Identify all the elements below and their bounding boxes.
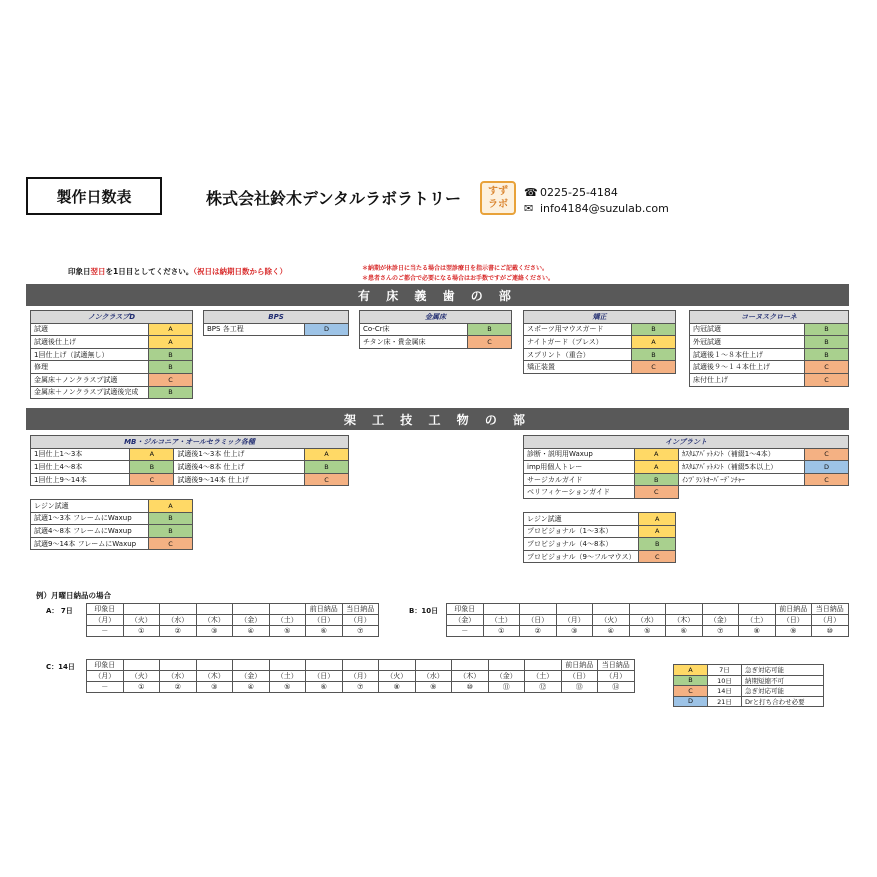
- schedule-cell: ①: [123, 626, 160, 637]
- schedule-cell: [269, 604, 306, 615]
- grade-cell: C: [805, 448, 849, 461]
- schedule-cell: ⑪: [488, 682, 525, 693]
- table-row: [204, 323, 349, 336]
- item-label: 金属床＋ノンクラスプ試適: [31, 373, 149, 386]
- schedule-cell: ①: [123, 682, 160, 693]
- item-label: 1回仕上げ（試適無し）: [31, 348, 149, 361]
- table-row: [524, 323, 676, 336]
- schedule-cell: [160, 660, 197, 671]
- item-label: 試適後１～８本仕上げ: [690, 348, 805, 361]
- table-header: ノンクラスプD: [31, 311, 193, 324]
- item-label: 矯正装置: [524, 361, 632, 374]
- schedule-row: [87, 604, 379, 615]
- table-row: [524, 473, 849, 486]
- email-contact: [524, 202, 669, 215]
- schedule-cell: ⑦: [342, 682, 379, 693]
- schedule-cell: （金）: [233, 671, 270, 682]
- item-label: 試適後4～8本 仕上げ: [174, 461, 305, 474]
- schedule-c-label: C：14日: [46, 663, 75, 671]
- patient-note: ＊患者さんのご都合で必要になる場合はお手数ですがご連絡ください。: [362, 275, 555, 282]
- schedule-cell: 前日納品: [775, 604, 812, 615]
- item-label: 試適9～14本 フレームにWaxup: [31, 537, 149, 550]
- table-row: [31, 461, 349, 474]
- grade-cell: B: [149, 361, 193, 374]
- schedule-cell: [196, 604, 233, 615]
- table-row: [690, 373, 849, 386]
- schedule-cell: [702, 604, 739, 615]
- grade-cell: B: [149, 512, 193, 525]
- schedule-cell: 前日納品: [306, 604, 343, 615]
- item-label: レジン試適: [31, 500, 149, 513]
- schedule-cell: [342, 660, 379, 671]
- schedule-cell: （木）: [452, 671, 489, 682]
- schedule-cell: ③: [196, 626, 233, 637]
- table-row: [524, 550, 676, 563]
- legend-grade: B: [674, 675, 708, 686]
- legend-row: [674, 665, 824, 676]
- schedule-cell: ⑥: [666, 626, 703, 637]
- table-row: [31, 361, 193, 374]
- schedule-cell: 印象日: [87, 660, 124, 671]
- table-row: [524, 486, 849, 499]
- legend-grade: C: [674, 686, 708, 697]
- schedule-cell: （木）: [196, 671, 233, 682]
- schedule-cell: （日）: [561, 671, 598, 682]
- item-label: 試適: [31, 323, 149, 336]
- table-header: 金属床: [360, 311, 512, 324]
- table-row: [524, 348, 676, 361]
- item-label: 外冠試適: [690, 336, 805, 349]
- grade-cell: B: [149, 348, 193, 361]
- schedule-cell: ⑩: [812, 626, 849, 637]
- legend-days: 7日: [708, 665, 742, 676]
- item-label: プロビジョナル（9～フルマウス）: [524, 550, 639, 563]
- schedule-cell: [488, 660, 525, 671]
- schedule-row: [447, 626, 849, 637]
- schedule-b-label: B：10日: [409, 607, 439, 615]
- schedule-cell: －: [87, 626, 124, 637]
- schedule-cell: ②: [160, 626, 197, 637]
- grade-cell: B: [639, 538, 676, 551]
- schedule-cell: （月）: [342, 671, 379, 682]
- grade-cell: D: [805, 461, 849, 474]
- schedule-cell: （水）: [160, 671, 197, 682]
- schedule-cell: （月）: [598, 671, 635, 682]
- schedule-cell: ④: [593, 626, 630, 637]
- table-row: [524, 513, 676, 526]
- table-nonclasp: [30, 310, 193, 399]
- table-bps: [203, 310, 349, 336]
- section-fixed: 架 工 技 工 物 の 部: [26, 408, 849, 430]
- table-row: [524, 336, 676, 349]
- schedule-cell: [452, 660, 489, 671]
- phone-contact: [524, 186, 618, 199]
- schedule-cell: ⑨: [775, 626, 812, 637]
- schedule-cell: ⑭: [598, 682, 635, 693]
- grade-cell: C: [130, 473, 174, 486]
- schedule-cell: （月）: [556, 615, 593, 626]
- schedule-cell: （火）: [123, 671, 160, 682]
- legend-grade: A: [674, 665, 708, 676]
- schedule-cell: （金）: [447, 615, 484, 626]
- schedule-cell: [123, 604, 160, 615]
- schedule-cell: （土）: [483, 615, 520, 626]
- schedule-cell: [520, 604, 557, 615]
- schedule-cell: （水）: [629, 615, 666, 626]
- schedule-cell: （水）: [415, 671, 452, 682]
- grade-cell: B: [130, 461, 174, 474]
- section-denture: 有 床 義 歯 の 部: [26, 284, 849, 306]
- grade-cell: A: [639, 525, 676, 538]
- schedule-cell: [666, 604, 703, 615]
- table-row: [31, 473, 349, 486]
- table-row: [31, 525, 193, 538]
- phone-icon: ☎: [524, 186, 538, 199]
- legend-text: 急ぎ対応可能: [742, 686, 824, 697]
- table-row: [31, 336, 193, 349]
- grade-cell: B: [149, 525, 193, 538]
- grade-cell: B: [632, 323, 676, 336]
- note-part-c: を1日目としてください。: [105, 267, 194, 276]
- schedule-cell: （金）: [488, 671, 525, 682]
- schedule-row: [87, 626, 379, 637]
- grade-cell: A: [149, 500, 193, 513]
- schedule-cell: ⑤: [269, 682, 306, 693]
- schedule-row: [87, 671, 635, 682]
- grade-cell: C: [305, 473, 349, 486]
- legend-grade: D: [674, 696, 708, 707]
- item-label: プロビジョナル（4～8本）: [524, 538, 639, 551]
- schedule-row: [447, 604, 849, 615]
- schedule-cell: ④: [233, 682, 270, 693]
- item-label: レジン試適: [524, 513, 639, 526]
- schedule-cell: ⑦: [342, 626, 379, 637]
- empty-cell: [678, 486, 804, 499]
- table-row: [524, 361, 676, 374]
- schedule-cell: （月）: [87, 615, 124, 626]
- table-row: [31, 512, 193, 525]
- table-orthodontic: [523, 310, 676, 374]
- schedule-cell: [379, 660, 416, 671]
- table-header: 矯正: [524, 311, 676, 324]
- schedule-cell: ⑤: [629, 626, 666, 637]
- item-label: 内冠試適: [690, 323, 805, 336]
- table-row: [31, 323, 193, 336]
- legend-text: Drと打ち合わせ必要: [742, 696, 824, 707]
- table-row: [360, 336, 512, 349]
- schedule-cell: [593, 604, 630, 615]
- schedule-cell: [483, 604, 520, 615]
- item-label: ナイトガード（プレス）: [524, 336, 632, 349]
- legend-row: [674, 675, 824, 686]
- item-label: プロビジョナル（1～3本）: [524, 525, 639, 538]
- table-row: [31, 448, 349, 461]
- grade-cell: D: [305, 323, 349, 336]
- item-label: 試適4～8本 フレームにWaxup: [31, 525, 149, 538]
- table-row: [31, 500, 193, 513]
- table-row: [524, 538, 676, 551]
- schedule-cell: （土）: [269, 671, 306, 682]
- grade-cell: A: [149, 336, 193, 349]
- schedule-cell: （木）: [666, 615, 703, 626]
- company-logo: [480, 181, 516, 215]
- grade-cell: B: [805, 323, 849, 336]
- schedule-cell: [525, 660, 562, 671]
- item-label: ｶｽﾀﾑｱﾊﾞｯﾄﾒﾝﾄ（補綴5本以上）: [678, 461, 804, 474]
- table-header: BPS: [204, 311, 349, 324]
- schedule-cell: ⑤: [269, 626, 306, 637]
- grade-cell: C: [149, 537, 193, 550]
- item-label: 試適後９～１４本仕上げ: [690, 361, 805, 374]
- legend-days: 14日: [708, 686, 742, 697]
- schedule-cell: （金）: [702, 615, 739, 626]
- schedule-row: [447, 615, 849, 626]
- item-label: ｶｽﾀﾑｱﾊﾞｯﾄﾒﾝﾄ（補綴1～4本）: [678, 448, 804, 461]
- grade-cell: B: [149, 386, 193, 399]
- item-label: Co-Cr床: [360, 323, 468, 336]
- schedule-cell: （月）: [342, 615, 379, 626]
- schedule-cell: （日）: [775, 615, 812, 626]
- schedule-row: [87, 615, 379, 626]
- schedule-cell: （日）: [520, 615, 557, 626]
- grade-cell: B: [305, 461, 349, 474]
- schedule-c-table: [86, 659, 635, 693]
- schedule-cell: （月）: [87, 671, 124, 682]
- item-label: 金属床＋ノンクラスプ試適後完成: [31, 386, 149, 399]
- grade-cell: A: [305, 448, 349, 461]
- schedule-cell: ⑧: [379, 682, 416, 693]
- schedule-cell: ②: [520, 626, 557, 637]
- table-row: [690, 348, 849, 361]
- grade-legend: [673, 664, 824, 707]
- item-label: 試適後9～14本 仕上げ: [174, 473, 305, 486]
- table-row: [524, 525, 676, 538]
- schedule-cell: ②: [160, 682, 197, 693]
- schedule-cell: （土）: [739, 615, 776, 626]
- table-header: コーヌスクローネ: [690, 311, 849, 324]
- item-label: 床付仕上げ: [690, 373, 805, 386]
- table-implant: [523, 435, 849, 499]
- legend-row: [674, 686, 824, 697]
- schedule-cell: ⑩: [452, 682, 489, 693]
- day-count-note: [68, 266, 287, 277]
- table-row: [690, 361, 849, 374]
- legend-days: 21日: [708, 696, 742, 707]
- schedule-cell: [160, 604, 197, 615]
- item-label: BPS 各工程: [204, 323, 305, 336]
- grade-cell: C: [805, 361, 849, 374]
- table-row: [690, 336, 849, 349]
- schedule-row: [87, 660, 635, 671]
- grade-cell: B: [634, 473, 678, 486]
- item-label: 試適後仕上げ: [31, 336, 149, 349]
- legend-text: 納期短縮不可: [742, 675, 824, 686]
- item-label: imp用個人トレー: [524, 461, 635, 474]
- logo-line-2: ラボ: [488, 199, 508, 210]
- item-label: スポーツ用マウスガード: [524, 323, 632, 336]
- schedule-cell: ⑥: [306, 682, 343, 693]
- schedule-cell: [233, 660, 270, 671]
- schedule-cell: 印象日: [87, 604, 124, 615]
- table-row: [524, 448, 849, 461]
- schedule-cell: 当日納品: [342, 604, 379, 615]
- grade-cell: B: [805, 336, 849, 349]
- table-row: [31, 373, 193, 386]
- schedule-cell: （火）: [123, 615, 160, 626]
- page-title: 製作日数表: [26, 177, 162, 215]
- note-part-b: 翌日: [90, 267, 106, 276]
- grade-cell: A: [634, 461, 678, 474]
- schedule-cell: （日）: [306, 671, 343, 682]
- schedule-cell: （火）: [379, 671, 416, 682]
- item-label: 診断・説明用Waxup: [524, 448, 635, 461]
- schedule-cell: ③: [556, 626, 593, 637]
- grade-cell: A: [639, 513, 676, 526]
- grade-cell: C: [468, 336, 512, 349]
- email-address: info4184@suzulab.com: [540, 202, 669, 215]
- schedule-cell: [269, 660, 306, 671]
- table-header: MB・ジルコニア・オールセラミック各種: [31, 436, 349, 449]
- schedule-cell: [196, 660, 233, 671]
- grade-cell: C: [634, 486, 678, 499]
- table-row: [360, 323, 512, 336]
- item-label: チタン床・貴金属床: [360, 336, 468, 349]
- table-row: [524, 461, 849, 474]
- schedule-cell: ④: [233, 626, 270, 637]
- schedule-b-table: [446, 603, 849, 637]
- grade-cell: B: [468, 323, 512, 336]
- table-resin-trial: [30, 499, 193, 550]
- schedule-cell: [123, 660, 160, 671]
- schedule-cell: 当日納品: [812, 604, 849, 615]
- table-metal-base: [359, 310, 512, 349]
- grade-cell: C: [632, 361, 676, 374]
- schedule-cell: 印象日: [447, 604, 484, 615]
- schedule-cell: （火）: [593, 615, 630, 626]
- table-row: [31, 348, 193, 361]
- grade-cell: C: [805, 473, 849, 486]
- schedule-a-label: A： 7日: [46, 607, 73, 615]
- schedule-cell: （土）: [269, 615, 306, 626]
- table-row: [31, 386, 193, 399]
- schedule-a-table: [86, 603, 379, 637]
- item-label: 1回仕上9～14本: [31, 473, 130, 486]
- table-provisional: [523, 512, 676, 563]
- empty-cell: [805, 486, 849, 499]
- item-label: 1回仕上4～8本: [31, 461, 130, 474]
- table-konus: [689, 310, 849, 387]
- schedule-cell: [556, 604, 593, 615]
- grade-cell: A: [130, 448, 174, 461]
- table-row: [31, 537, 193, 550]
- schedule-cell: （土）: [525, 671, 562, 682]
- item-label: 試適1～3本 フレームにWaxup: [31, 512, 149, 525]
- schedule-row: [87, 682, 635, 693]
- logo-line-1: すず: [487, 186, 509, 197]
- schedule-cell: [629, 604, 666, 615]
- schedule-cell: ③: [196, 682, 233, 693]
- legend-days: 10日: [708, 675, 742, 686]
- schedule-cell: [415, 660, 452, 671]
- schedule-cell: ⑥: [306, 626, 343, 637]
- schedule-cell: ⑨: [415, 682, 452, 693]
- schedule-cell: －: [87, 682, 124, 693]
- schedule-cell: （金）: [233, 615, 270, 626]
- legend-row: [674, 696, 824, 707]
- item-label: ベリフィケーションガイド: [524, 486, 635, 499]
- item-label: 修理: [31, 361, 149, 374]
- note-part-a: 印象日: [68, 267, 91, 276]
- schedule-cell: ⑧: [739, 626, 776, 637]
- grade-cell: C: [149, 373, 193, 386]
- grade-cell: A: [634, 448, 678, 461]
- item-label: 1回仕上1～3本: [31, 448, 130, 461]
- grade-cell: A: [632, 336, 676, 349]
- grade-cell: C: [805, 373, 849, 386]
- grade-cell: C: [639, 550, 676, 563]
- schedule-cell: ⑦: [702, 626, 739, 637]
- table-header: インプラント: [524, 436, 849, 449]
- schedule-cell: [306, 660, 343, 671]
- table-mb-zirconia: [30, 435, 349, 486]
- schedule-cell: －: [447, 626, 484, 637]
- schedule-cell: （日）: [306, 615, 343, 626]
- grade-cell: B: [632, 348, 676, 361]
- phone-number: 0225-25-4184: [540, 186, 618, 199]
- mail-icon: ✉: [524, 202, 534, 215]
- schedule-cell: （月）: [812, 615, 849, 626]
- company-name: 株式会社鈴木デンタルラボラトリー: [206, 189, 462, 208]
- note-part-d: （祝日は納期日数から除く）: [193, 267, 287, 276]
- legend-text: 急ぎ対応可能: [742, 665, 824, 676]
- item-label: スプリント（重合）: [524, 348, 632, 361]
- item-label: サージカルガイド: [524, 473, 635, 486]
- item-label: ｲﾝﾌﾟﾗﾝﾄｵｰﾊﾞｰﾃﾞﾝﾁｬｰ: [678, 473, 804, 486]
- schedule-cell: 前日納品: [561, 660, 598, 671]
- schedule-cell: 当日納品: [598, 660, 635, 671]
- grade-cell: B: [805, 348, 849, 361]
- holiday-note: ＊納期が休診日に当たる場合は翌診療日を指示書にご記載ください。: [362, 265, 549, 272]
- schedule-cell: （水）: [160, 615, 197, 626]
- schedule-cell: ①: [483, 626, 520, 637]
- grade-cell: A: [149, 323, 193, 336]
- schedule-cell: [233, 604, 270, 615]
- item-label: 試適後1～3本 仕上げ: [174, 448, 305, 461]
- schedule-cell: ⑬: [561, 682, 598, 693]
- schedule-cell: （木）: [196, 615, 233, 626]
- schedule-cell: ⑫: [525, 682, 562, 693]
- table-row: [690, 323, 849, 336]
- example-title: 例）月曜日納品の場合: [36, 591, 111, 600]
- schedule-cell: [739, 604, 776, 615]
